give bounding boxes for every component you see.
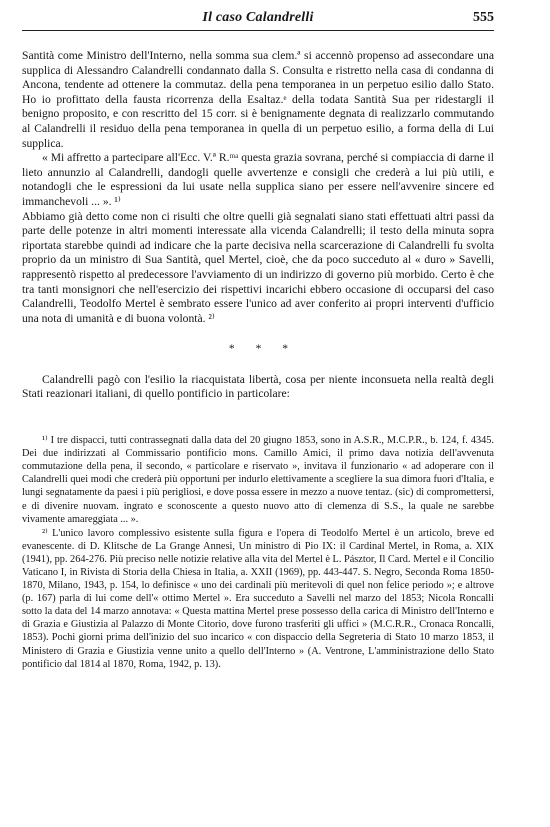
paragraph-letter-continuation: Santità come Ministro dell'Interno, nella somma sua clem.ª si accennò propenso ad assecondare una supplica di Alessandro Calandrelli condannato dalla S. Consulta e ristretto nella casa di condanna di Ancona, tendente ad ottenere la commutaz. della pena temporanea in un perpetuo esilio dallo Stato. Ho io profittato della fausta ricorrenza della Esaltaz.ᵉ della todata Santità Sua per ridestargli il benigno proposito, e con rescritto del 15 corr. si è benignamente degnata di realizzarlo commutando al Calandrelli il residuo della pena temporanea in quella di un perpetuo esilio, a forma della di Lui supplica.: [22, 49, 494, 150]
paragraph-letter-closing: « Mi affretto a partecipare all'Ecc. V.ª R.ᵐᵃ questa grazia sovrana, perché si compiaccia di darne il lieto annunzio al Calandrelli, dandogli quelle avvertenze e consigli che crederà a lui più utili, e notandogli che le espressioni da lui usate nella supplica siano per essere nell'avvenire sincere ed immanchevoli ... ». ¹⁾: [22, 151, 494, 208]
running-title: Il caso Calandrelli: [202, 10, 314, 25]
page-number: 555: [473, 10, 494, 25]
book-page: [22, 8, 494, 820]
paragraph-exile: Calandrelli pagò con l'esilio la riacquistata libertà, cosa per niente inconsueta nella realtà degli Stati reazionari italiani, di quello pontificio in particolare:: [22, 372, 494, 401]
page-header: [22, 8, 494, 31]
footnotes: [22, 434, 494, 671]
footnote-1: ¹⁾ I tre dispacci, tutti contrassegnati dalla data del 20 giugno 1853, sono in A.S.R., M.C.P.R., b. 124, f. 4345. Dei due indirizzati al Commissario pontificio mons. Camillo Amici, il primo dava notizia dell'avvenuta commutazione della pena, il secondo, « particolare e riservato », invitava il funzionario « ad adoperare con il Calandrelli quei modi che crederà più opportuni per indurlo elettivamente a scegliere la sua dimora fuori d'Italia, e lungi segnatamente da paesi i più perigliosi, e dove possa essere in mezzo a nuove tentaz. (sic) di compromettersi, e di divenire nuovam. ingrato e sconoscente a questo nuovo atto di clemenza di S.S., la quale ne sarebbe vivamente amareggiata ... ».: [22, 435, 494, 525]
paragraph-commentary: Abbiamo già detto come non ci risulti che oltre quelli già segnalati siano stati effettuati altri passi da parte delle potenze in altri momenti interessate alla vicenda Calandrelli; il testo della minuta sopra riportata starebbe quindi ad indicare che la parte decisiva nella scarcerazione di Calandrelli fu svolta proprio da un ministro di Sua Santità, quel Mertel, cioè, che da poco succeduto al « duro » Savelli, rappresentò rispetto al predecessore l'avviamento di un indirizzo di governo più morbido. Certo è che tra tanti monsignori che nell'esercizio dei rispettivi incarichi ebbero occasione di occuparsi del caso Calandrelli, Teodolfo Mertel è sembrato essere l'unico ad aver conferito ai propri interventi d'ufficio una nota di umanità e di buona volontà. ²⁾: [22, 209, 494, 325]
section-break: * * *: [228, 342, 298, 356]
main-text: [22, 49, 494, 402]
footnote-2: ²⁾ L'unico lavoro complessivo esistente sulla figura e l'opera di Teodolfo Mertel è un articolo, breve ed evanescente. di D. Klitsche de La Grange Annesi, Un ministro di Pio IX: il Cardinal Mertel, in Roma, a. XIX (1941), pp. 264-276. Più preciso nelle notizie relative alla vita del Mertel è L. Pásztor, Il Card. Mertel e il Concilio Vaticano I, in Rivista di Storia della Chiesa in Italia, a. XXII (1969), pp. 443-447. S. Negro, Seconda Roma 1850-1870, Milano, 1943, p. 154, lo definisce « uno dei cardinali più meritevoli di quel non felice periodo »; e altrove (p. 167) parla di lui come dell'« ottimo Mertel ». Era succeduto a Savelli nel marzo del 1853; Nicola Roncalli sotto la data del 14 marzo annotava: « Questa mattina Mertel prese possesso della carica di Ministro dell'Interno e di Grazia e Giustizia al Palazzo di Monte Citorio, dove furono trasferiti gli uffici » (M.C.R.R., Cronaca Roncalli, 1853). Pochi giorni prima dell'inizio del suo incarico « con dispaccio della Segreteria di Stato 10 marzo 1853, il Ministero di Grazia e Giustizia venne unito a quello dell'Interno » (A. Ventrone, L'amministrazione dello Stato pontificio dal 1814 al 1870, Roma, 1942, p. 13).: [22, 527, 494, 670]
